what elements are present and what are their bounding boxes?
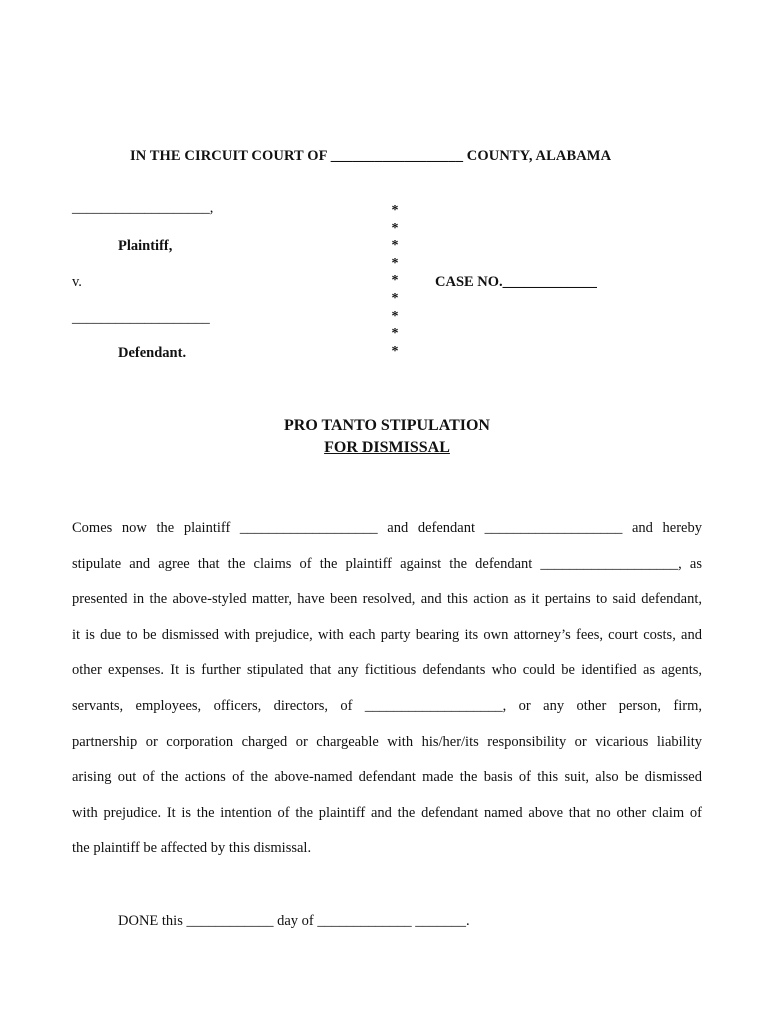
body-line: with prejudice. It is the intention of the plaintiff and the defendant named above that no other claim of bbox=[72, 805, 702, 821]
document-title: PRO TANTO STIPULATION bbox=[284, 417, 490, 434]
caption-star: * bbox=[391, 326, 399, 342]
versus-label: v. bbox=[72, 274, 82, 290]
body-line: the plaintiff be affected by this dismissal. bbox=[72, 840, 312, 856]
body-line: stipulate and agree that the claims of the plaintiff against the defendant ___________________, as bbox=[72, 556, 702, 572]
body-line: arising out of the actions of the above-named defendant made the basis of this suit, also be dismissed bbox=[72, 769, 702, 785]
body-line: partnership or corporation charged or chargeable with his/her/its responsibility or vicarious liability bbox=[72, 734, 702, 750]
caption-star-divider bbox=[389, 202, 401, 360]
case-number-field: CASE NO._____________ bbox=[435, 274, 597, 290]
body-line: Comes now the plaintiff ___________________ and defendant ___________________ and hereby bbox=[72, 520, 702, 536]
caption-star: * bbox=[391, 220, 399, 236]
defendant-label: Defendant. bbox=[118, 345, 187, 361]
caption-star: * bbox=[391, 308, 399, 324]
body-line: it is due to be dismissed with prejudice, with each party bearing its own attorney’s fees, court costs, and bbox=[72, 627, 702, 643]
body-line: presented in the above-styled matter, have been resolved, and this action as it pertains to said defendant, bbox=[72, 591, 702, 607]
caption-star: * bbox=[391, 238, 399, 254]
court-heading: IN THE CIRCUIT COURT OF __________________ COUNTY, ALABAMA bbox=[130, 148, 612, 164]
plaintiff-label: Plaintiff, bbox=[118, 238, 173, 254]
body-line: other expenses. It is further stipulated that any fictitious defendants who could be identified as agents, bbox=[72, 662, 702, 678]
caption-star: * bbox=[391, 273, 399, 289]
caption-star: * bbox=[391, 290, 399, 306]
done-date-line: DONE this ____________ day of _____________ _______. bbox=[118, 913, 470, 929]
caption-star: * bbox=[391, 255, 399, 271]
document-subtitle: FOR DISMISSAL bbox=[324, 439, 450, 456]
caption-star: * bbox=[391, 343, 399, 359]
defendant-name-blank: ___________________ bbox=[72, 310, 210, 326]
plaintiff-name-blank: ___________________, bbox=[72, 200, 214, 216]
caption-star: * bbox=[391, 203, 399, 218]
body-line: servants, employees, officers, directors, of ___________________, or any other person, firm, bbox=[72, 698, 702, 714]
